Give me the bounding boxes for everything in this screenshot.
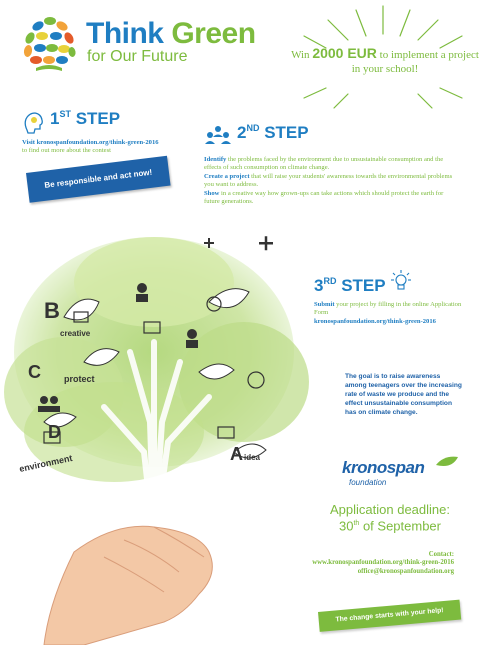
- contact-email-link[interactable]: office@kronospanfoundation.org: [357, 567, 454, 575]
- step1-text: Visit kronospanfoundation.org/think-green-2016 to find out more about the contest: [22, 139, 159, 155]
- head-lightbulb-icon: [22, 110, 44, 134]
- responsible-ribbon: Be responsible and act now!: [26, 156, 171, 203]
- step2-title: 2ND STEP: [237, 123, 309, 142]
- application-deadline: Application deadline: 30th of September: [330, 502, 450, 534]
- tree-letter-a: A: [230, 444, 243, 464]
- goal-text: The goal is to raise awareness among teenagers over the increasing rate of waste we produce and the effect unsustainable consumption has on climate change.: [345, 373, 462, 416]
- sponsor-logo-sub: foundation: [349, 478, 387, 487]
- page-subtitle: for Our Future: [87, 48, 188, 65]
- tree-word-environment: environment: [18, 452, 74, 474]
- step3-link[interactable]: kronospanfoundation.org/think-green-2016: [314, 317, 436, 325]
- step1-link[interactable]: Visit kronospanfoundation.org/think-green-2016: [22, 139, 159, 146]
- step2-text: Identify the problems faced by the environment due to unsustainable consumption and the effects of such consumption on climate change. Create a project that will raise your students' awareness towards the environmental problems you want to address. Show in a creative way how grown-ups can take actions which should protect the earth for future generations.: [204, 156, 453, 206]
- tree-illustration: [4, 222, 314, 645]
- people-icon: [204, 125, 232, 145]
- prize-text: Win 2000 EUR to implement a project in your school!: [291, 45, 479, 75]
- step3-title: 3RD STEP: [314, 276, 386, 295]
- sponsor-logo-name: kronospan: [342, 458, 425, 477]
- tree-word-idea: idea: [244, 453, 261, 462]
- step1-title: 1ST STEP: [50, 109, 121, 128]
- tree-word-creative: creative: [60, 329, 91, 338]
- tree-letter-d: D: [48, 422, 61, 442]
- tree-letter-c: C: [28, 362, 41, 382]
- change-banner: The change starts with your help!: [318, 600, 461, 632]
- tree-letter-b: B: [44, 298, 60, 323]
- contact-web-link[interactable]: www.kronospanfoundation.org/think-green-2016: [312, 559, 454, 567]
- page-title: Think Green: [86, 17, 256, 50]
- step3-text: Submit your project by filling in the online Application Form kronospanfoundation.org/think-green-2016: [314, 301, 462, 325]
- tree-word-protect: protect: [64, 374, 95, 384]
- lightbulb-icon: [390, 268, 412, 294]
- think-green-logo: [18, 12, 80, 74]
- contact-block: Contact: www.kronospanfoundation.org/think-green-2016 office@kronospanfoundation.org: [312, 551, 454, 575]
